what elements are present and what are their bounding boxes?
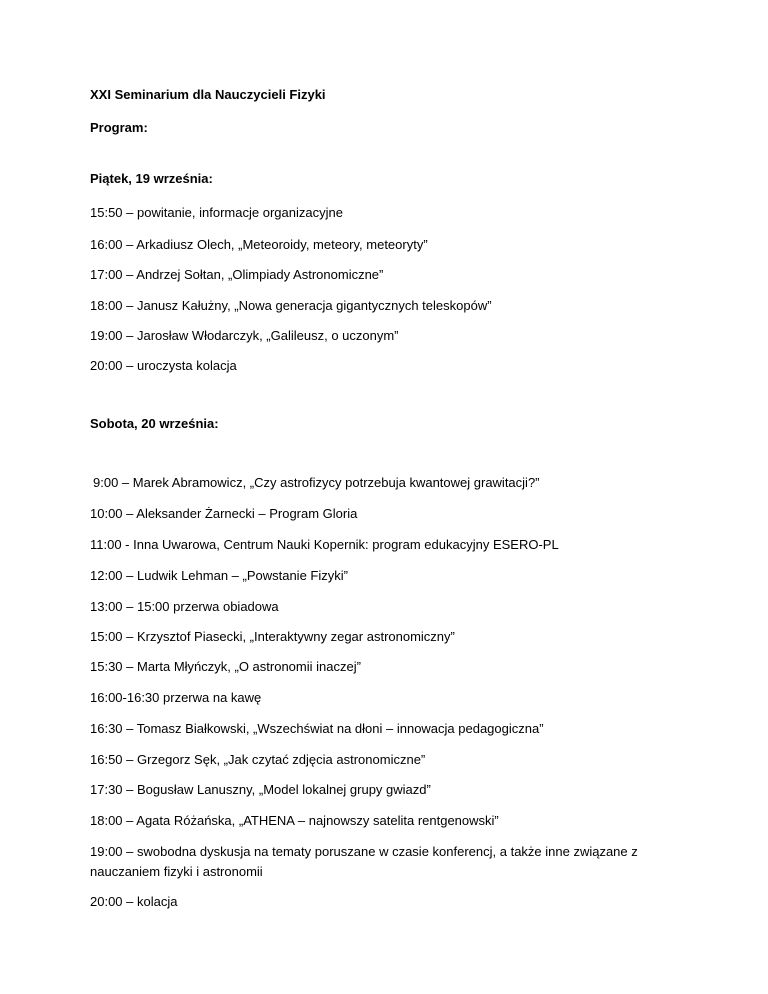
program-label: Program: (90, 120, 148, 135)
friday-item: 18:00 – Janusz Kałużny, „Nowa generacja gigantycznych teleskopów” (90, 298, 492, 313)
saturday-item: 11:00 - Inna Uwarowa, Centrum Nauki Kopernik: program edukacyjny ESERO-PL (90, 537, 559, 552)
friday-item: 15:50 – powitanie, informacje organizacyjne (90, 205, 343, 220)
saturday-item: 15:30 – Marta Młyńczyk, „O astronomii inaczej” (90, 659, 361, 674)
saturday-item: 9:00 – Marek Abramowicz, „Czy astrofizycy potrzebuja kwantowej grawitacji?” (93, 475, 540, 490)
saturday-item: 18:00 – Agata Różańska, „ATHENA – najnowszy satelita rentgenowski” (90, 813, 499, 828)
saturday-item: 10:00 – Aleksander Żarnecki – Program Gloria (90, 506, 358, 521)
friday-item: 16:00 – Arkadiusz Olech, „Meteoroidy, meteory, meteoryty” (90, 237, 428, 252)
saturday-item: 16:00-16:30 przerwa na kawę (90, 690, 262, 705)
friday-item: 19:00 – Jarosław Włodarczyk, „Galileusz, o uczonym” (90, 328, 399, 343)
document-title: XXI Seminarium dla Nauczycieli Fizyki (90, 87, 326, 102)
saturday-discussion-line2: nauczaniem fizyki i astronomii (90, 864, 263, 879)
saturday-discussion-line1: 19:00 – swobodna dyskusja na tematy poruszane w czasie konferencj, a także inne związane z (90, 844, 638, 859)
friday-heading: Piątek, 19 września: (90, 171, 213, 186)
saturday-item: 16:30 – Tomasz Białkowski, „Wszechświat na dłoni – innowacja pedagogiczna” (90, 721, 544, 736)
friday-item: 17:00 – Andrzej Sołtan, „Olimpiady Astronomiczne” (90, 267, 384, 282)
saturday-item: 13:00 – 15:00 przerwa obiadowa (90, 599, 279, 614)
saturday-dinner: 20:00 – kolacja (90, 894, 178, 909)
saturday-heading: Sobota, 20 września: (90, 416, 219, 431)
saturday-item: 17:30 – Bogusław Lanuszny, „Model lokalnej grupy gwiazd” (90, 782, 431, 797)
saturday-item: 12:00 – Ludwik Lehman – „Powstanie Fizyki” (90, 568, 348, 583)
saturday-item: 16:50 – Grzegorz Sęk, „Jak czytać zdjęcia astronomiczne” (90, 752, 426, 767)
saturday-item: 15:00 – Krzysztof Piasecki, „Interaktywny zegar astronomiczny” (90, 629, 455, 644)
friday-item: 20:00 – uroczysta kolacja (90, 358, 237, 373)
